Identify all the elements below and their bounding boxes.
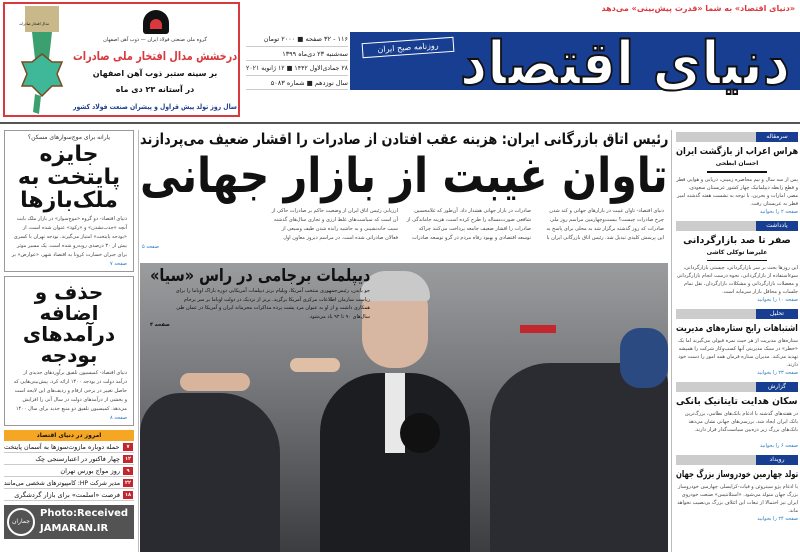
- section-label: یادداشت: [676, 221, 798, 231]
- crowd: [490, 363, 668, 552]
- story-kicker: یارانه برای موج‌سوارهای مسکن؟: [27, 134, 111, 141]
- watermark-line: JAMARAN.IR: [40, 523, 109, 535]
- item-text: مدیر شرکت HP: کامپیوترهای شخصی می‌مانند: [3, 479, 120, 488]
- page-number: ۲۲: [124, 480, 132, 487]
- main-story-column: صادرات در بازار جهانی هشدار داد. آن‌طور که غلامحسین شافعی صورت‌مساله را طرح کرده است، هزینه جاماندگی از صادرات را اقشار ضعیف جامعه پرداخت می‌کنند چراکه توسعه اقتصادی و بهبود رفاه مردم در گرو توسعه صادرات: [406, 208, 531, 241]
- issue-price: ۱۱۶ - ۳۲ صفحه ■ ۲۰۰۰ تومان: [263, 35, 348, 43]
- today-in-paper: [4, 430, 134, 501]
- item-text: حمله دوباره مازوت‌سوزها به آسمان پایتخت: [4, 443, 120, 452]
- item-text: فرصت «اسلمت» برای بازار گردشگری: [14, 491, 120, 500]
- read-more-link[interactable]: صفحه ۲ را بخوانید: [759, 208, 798, 215]
- today-item[interactable]: [4, 453, 134, 465]
- section-body: با ادغام پژو سیتروئن و فیات-کرایسلر، چهارمین خودروساز بزرگ جهان متولد می‌شود. «استلانتیس» صنعت خودروی ایران نیز احتمالا از تبعات این ائتلاف بزرگ بی‌نصیب نخواهد ماند.: [677, 484, 798, 514]
- photo-headline[interactable]: دیپلمات برجامی در راس «سیا»: [149, 266, 370, 286]
- section-label: رویداد: [676, 455, 798, 465]
- read-more-link[interactable]: صفحه ۴: [150, 322, 170, 328]
- page-number: ۹: [123, 467, 133, 475]
- divider: [707, 260, 767, 262]
- section-label: گزارش: [676, 382, 798, 392]
- ad-line: سال روز تولد پیش قراول و پیشران صنعت فولاد کشور: [73, 103, 237, 111]
- read-more-link[interactable]: صفحه ۲۴ را بخوانید: [757, 516, 798, 522]
- photo-story: [150, 265, 370, 329]
- divider: [671, 130, 672, 552]
- section-title[interactable]: اشتباهات رایج ستاره‌های مدیریت: [676, 323, 798, 334]
- story-budget[interactable]: [4, 276, 134, 426]
- section-report[interactable]: [676, 382, 798, 450]
- man-hair: [360, 271, 430, 301]
- item-text: چهار فاکتور در اعتبارسنجی چک: [35, 455, 120, 464]
- section-note[interactable]: [676, 221, 798, 305]
- crowd: [140, 393, 280, 552]
- today-item[interactable]: [4, 477, 134, 489]
- section-body: ستاره‌های مدیریت از هر حیث نمره قبولی می‌گیرند اما یک «خطر» در سبک مدیریتی آنها کسب‌وکار شرکت را همیشه تهدید می‌کند. مدیران ستاره فرمان همه امور را دست خود دارند.: [678, 338, 798, 368]
- hand: [290, 358, 340, 372]
- company-logo: [143, 10, 169, 34]
- section-title[interactable]: هراس اعراب از بازگشت ایران: [675, 146, 798, 157]
- read-more-link[interactable]: صفحه ۷: [110, 261, 127, 268]
- slogan: «دنیای اقتصاد» به شما «قدرت پیش‌بینی» می‌دهد: [601, 4, 795, 13]
- read-more-link[interactable]: صفحه ۵: [142, 244, 159, 250]
- main-story-column: دنیای اقتصاد- تاوان غیبت در بازارهای جهانی و کند شدن چرخ صادرات چیست؟ بیست‌وچهارمین مراسم روز ملی صادرات که روز گذشته برگزار شد به محلی برای پاسخ به این پرسش کلیدی تبدیل شد. رئیس اتاق بازرگانی ایران با: [546, 208, 664, 241]
- section-event[interactable]: [676, 455, 798, 523]
- divider: [707, 171, 767, 173]
- section-body: پس از سه سال و نیم محاصره زمینی، دریایی و هوایی قطر و قطع رابطه دیپلماتیک چهار کشور عربستان سعودی، مصر، امارات و بحرین، با توجه به نشست هفته گذشته امیر قطر به عربستان رفت.: [676, 176, 798, 207]
- issue-info: [246, 32, 348, 90]
- ad-line: در آستانه ۲۳ دی ماه: [115, 85, 195, 94]
- read-more-link[interactable]: صفحه ۶ را بخوانید: [759, 443, 798, 449]
- story-body: دنیای اقتصاد- دو گروه «موج‌سوار» در بازار ملک بابت آنچه «جذب‌نشدن» و «رکود» عنوان شده است، از «بودجه پایتخت» امتیاز می‌گیرند. بودجه تهران با کسری بیش از ۳۰ درصدی روبه‌رو شده است. یک مسیر موثر برای جبران خسارت کرونا به اقتصاد شهر، «عوارض» بر: [11, 216, 127, 259]
- advertisement-banner[interactable]: [3, 2, 240, 117]
- story-headline[interactable]: جایزه پایتخت به ملک‌بازها: [17, 142, 121, 214]
- divider: [0, 122, 800, 124]
- read-more-link[interactable]: صفحه ۸: [110, 415, 127, 422]
- ad-line: بر سینه ستبر ذوب آهن اصفهان: [92, 69, 218, 78]
- medal-text: مدال افتخار صادرات: [19, 21, 49, 26]
- story-body: دنیای اقتصاد- کمیسیون تلفیق برآوردهای جدیدی از درآمد دولت در بودجه ۱۴۰۰ ارائه کرد. پیش‌بینی‌هایی که حاصل تغییر در برخی ارقام و ردیف‌های این لایحه است و بخشی از درآمدهای دولت در سال آتی را افزایش می‌دهد. کمیسیون تلفیق دو منبع جدید برای سال ۱۴۰۰: [13, 370, 127, 413]
- jamaran-logo: جماران: [7, 508, 35, 536]
- masthead-subtitle: روزنامه صبح ایران: [377, 40, 439, 55]
- section-title[interactable]: تولد چهارمین خودروساز بزرگ جهان: [675, 469, 798, 480]
- page-number: ۱۸: [124, 492, 132, 499]
- read-more-link[interactable]: صفحه ۱۰ را بخوانید: [757, 297, 798, 303]
- sleeve: [620, 328, 668, 388]
- newspaper-logo[interactable]: دنیای اقتصاد: [459, 29, 790, 99]
- today-item[interactable]: [4, 441, 134, 453]
- section-analysis[interactable]: [676, 309, 798, 377]
- section-body: این روزها بحث بر سر بازارگردانی، چیستی بازارگردانی، سوءاستفاده از بازارگردانی، نحوه درست انجام بازارگردانی و معضلات بازارگردانی و مشکلات بازارگردان، نقل تمام جلسات و محافل بازار سرمایه است.: [676, 265, 798, 295]
- story-headline[interactable]: حذف و اضافه درآمدهای بودجه: [22, 280, 116, 368]
- section-title[interactable]: سکان هدایت تایتانیک بانکی: [676, 396, 798, 407]
- microphones: [400, 413, 440, 453]
- page-number: ۱۲: [124, 456, 132, 463]
- section-label: سرمقاله: [676, 132, 798, 142]
- page-number: ۷: [123, 443, 133, 451]
- today-item[interactable]: [4, 465, 134, 477]
- ad-title: درخشش مدال افتخار ملی صادرات: [72, 49, 237, 63]
- watermark-line: Photo:Received: [40, 508, 129, 520]
- read-more-link[interactable]: صفحه ۲۳ را بخوانید: [757, 370, 798, 376]
- item-text: روز مواج بورس تهران: [60, 467, 120, 476]
- section-editorial[interactable]: [676, 132, 798, 216]
- author: احسان ابطحی: [715, 160, 759, 167]
- photo-caption: جو بایدن، رئیس‌جمهوری منتخب آمریکا، ویلیام برنز دیپلمات آمریکایی دوره باراک اوباما را برای ریاست سازمان اطلاعات مرکزی آمریکا برگزید. برنز از نزدیک در دولت اوباما بر سر برجام همکاری داشت و از او به عنوان مرد پشت پرده مذاکرات محرمانه ایران و آمریکا در عمان طی سال‌های ۹۰ تا ۹۲ یاد می‌شود.: [175, 288, 370, 320]
- main-headline[interactable]: تاوان غیبت از بازار جهانی: [140, 148, 668, 204]
- hand: [180, 373, 250, 391]
- main-story: [140, 130, 668, 261]
- today-item[interactable]: [4, 489, 134, 501]
- issue-number: سال نوزدهم ■ شماره ۵۰۸۳: [270, 78, 348, 87]
- recorder: [520, 325, 556, 333]
- main-story-column: ارزیابی رئیس اتاق ایران از وضعیت حاکم بر صادرات حاکی از آن است که سیاست‌های غلط ارزی و تجاری سال‌های گذشته سبب خانه‌نشینی و به حاشیه رانده شدن طیف وسیعی از فعالان صادراتی شده است. در مراسم دیروز معاون اول: [271, 208, 398, 241]
- main-kicker: رئیس اتاق بازرگانی ایران: هزینه عقب افتادن از صادرات را اقشار ضعیف می‌پردازند: [139, 130, 668, 148]
- section-label: تحلیل: [676, 309, 798, 319]
- issue-date: سه‌شنبه ۲۳ دی‌ماه ۱۳۹۹: [282, 49, 348, 58]
- section-title[interactable]: صفر تا صد بازارگردانی: [683, 234, 791, 246]
- author: علیرضا توکلی کاشی: [706, 248, 768, 256]
- right-column: [676, 132, 798, 552]
- ad-company: گروه ملی صنعتی فولاد ایران — ذوب آهن اصفهان: [103, 37, 207, 43]
- photo-watermark: [4, 505, 134, 539]
- section-body: در هفته‌های گذشته با ادغام بانک‌های نظامی، بزرگ‌ترین بانک ایران ایجاد شد. بررسی‌های جهانی نشان می‌دهد بانک‌های بزرگ زیر ذره‌بین سیاست‌گذار قرار دارند.: [684, 411, 798, 433]
- issue-date-alt: ۲۸ جمادی‌الاول ۱۴۴۲ ■ ۱۲ ژانویه ۲۰۲۱: [246, 64, 348, 72]
- today-title: امروز در دنیای اقتصاد: [4, 430, 134, 441]
